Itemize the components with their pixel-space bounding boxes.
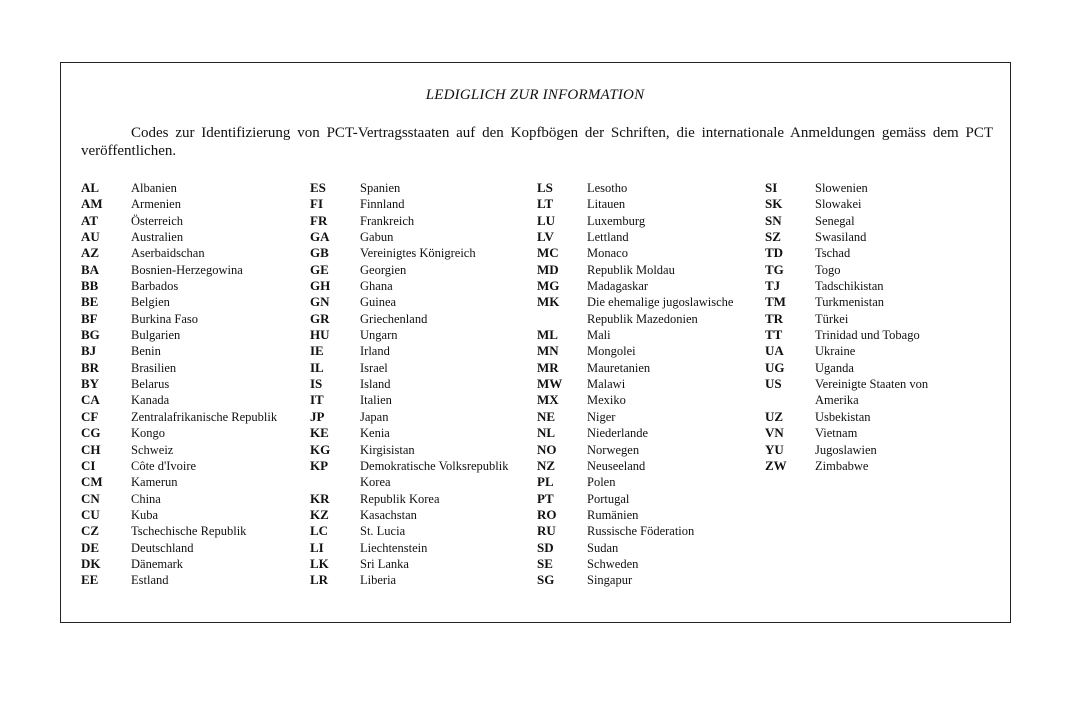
country-code: TD xyxy=(765,245,784,261)
country-name: Belgien xyxy=(131,295,170,310)
country-code-column-1 xyxy=(81,180,277,589)
country-name: Rumänien xyxy=(587,507,639,522)
country-entry xyxy=(310,262,508,278)
country-name: Niger xyxy=(587,409,616,424)
country-entry xyxy=(765,442,928,458)
country-entry xyxy=(81,474,277,490)
country-entry xyxy=(537,196,733,212)
country-code: IS xyxy=(310,376,323,392)
country-code: CZ xyxy=(81,523,100,539)
country-name: Frankreich xyxy=(360,213,415,228)
country-name: St. Lucia xyxy=(360,524,406,539)
country-entry xyxy=(765,245,928,261)
country-entry xyxy=(765,180,928,196)
country-code: LU xyxy=(537,212,556,228)
country-entry xyxy=(310,442,508,458)
country-code: BF xyxy=(81,310,98,326)
country-code: TR xyxy=(765,310,784,326)
country-name: Republik Korea xyxy=(360,491,440,506)
country-entry xyxy=(81,229,277,245)
country-name: Ukraine xyxy=(815,344,856,359)
country-entry xyxy=(537,327,733,343)
country-entry xyxy=(310,311,508,327)
country-code: CG xyxy=(81,425,101,441)
country-entry xyxy=(765,196,928,212)
country-code: SD xyxy=(537,539,554,555)
country-code: IT xyxy=(310,392,324,408)
country-name: Vereinigte Staaten von xyxy=(815,377,929,392)
country-name: Usbekistan xyxy=(815,409,871,424)
country-code: MR xyxy=(537,359,559,375)
country-code: VN xyxy=(765,425,784,441)
country-code: SE xyxy=(537,555,553,571)
country-name: Italien xyxy=(360,393,392,408)
country-code: RU xyxy=(537,523,556,539)
country-name: Republik Mazedonien xyxy=(587,311,698,326)
country-name: Norwegen xyxy=(587,442,640,457)
country-entry xyxy=(537,409,733,425)
country-code: GH xyxy=(310,278,331,294)
country-name: Ghana xyxy=(360,279,393,294)
country-code: TJ xyxy=(765,278,781,294)
country-entry xyxy=(765,229,928,245)
country-code: IE xyxy=(310,343,324,359)
country-name: Tschad xyxy=(815,246,851,261)
country-code: GR xyxy=(310,310,330,326)
country-name: Kirgisistan xyxy=(360,442,415,457)
country-name: Portugal xyxy=(587,491,630,506)
country-name: Republik Moldau xyxy=(587,262,675,277)
country-entry xyxy=(765,294,928,310)
country-entry xyxy=(81,196,277,212)
country-code: ES xyxy=(310,180,326,195)
country-name: Türkei xyxy=(815,311,849,326)
country-entry xyxy=(81,343,277,359)
country-entry xyxy=(81,278,277,294)
country-entry xyxy=(310,245,508,261)
country-entry xyxy=(310,180,508,196)
country-name: Die ehemalige jugoslawische xyxy=(587,295,734,310)
country-code: CM xyxy=(81,474,103,490)
country-code: UZ xyxy=(765,408,784,424)
country-name: Österreich xyxy=(131,213,184,228)
country-entry xyxy=(81,392,277,408)
country-entry xyxy=(81,572,277,588)
country-code: UG xyxy=(765,359,785,375)
country-entry xyxy=(537,262,733,278)
country-code: JP xyxy=(310,408,325,424)
country-name: Trinidad und Tobago xyxy=(815,328,920,343)
country-code: GA xyxy=(310,229,330,245)
country-name: Schweiz xyxy=(131,442,174,457)
country-code: BJ xyxy=(81,343,97,359)
country-entry xyxy=(81,311,277,327)
country-name: Mexiko xyxy=(587,393,626,408)
country-entry xyxy=(537,245,733,261)
country-name: Israel xyxy=(360,360,388,375)
country-entry xyxy=(81,507,277,523)
country-entry xyxy=(537,343,733,359)
country-entry xyxy=(765,278,928,294)
country-name: Côte d'Ivoire xyxy=(131,458,197,473)
country-code: FI xyxy=(310,196,323,212)
country-name: Swasiland xyxy=(815,230,867,245)
country-entry xyxy=(537,180,733,196)
country-entry xyxy=(310,278,508,294)
country-entry xyxy=(537,425,733,441)
country-name: Vereinigtes Königreich xyxy=(360,246,476,261)
country-name: Irland xyxy=(360,344,390,359)
country-entry xyxy=(765,425,928,441)
country-entry xyxy=(310,343,508,359)
country-name: Lettland xyxy=(587,230,629,245)
country-name: Kasachstan xyxy=(360,507,417,522)
country-entry xyxy=(81,245,277,261)
country-entry xyxy=(537,311,733,327)
country-entry xyxy=(81,458,277,474)
country-code: GE xyxy=(310,261,329,277)
country-code: PL xyxy=(537,474,554,490)
country-entry xyxy=(765,409,928,425)
country-code: TM xyxy=(765,294,786,310)
country-name: Belarus xyxy=(131,377,170,392)
country-code-column-4 xyxy=(765,180,928,474)
country-entry xyxy=(81,180,277,196)
country-name: Zimbabwe xyxy=(815,458,869,473)
country-name: Benin xyxy=(131,344,161,359)
country-entry xyxy=(81,425,277,441)
country-name: Korea xyxy=(360,475,391,490)
country-name: Albanien xyxy=(131,181,177,195)
country-code: SG xyxy=(537,572,555,588)
country-entry xyxy=(765,376,928,392)
country-code: LR xyxy=(310,572,329,588)
country-code: AL xyxy=(81,180,100,195)
country-name: Estland xyxy=(131,573,169,588)
country-code xyxy=(765,392,815,408)
country-code: MK xyxy=(537,294,560,310)
country-code: CU xyxy=(81,506,100,522)
country-entry xyxy=(537,294,733,310)
country-entry xyxy=(310,409,508,425)
country-entry xyxy=(310,196,508,212)
country-name: Madagaskar xyxy=(587,279,649,294)
country-name: Amerika xyxy=(815,393,859,408)
country-code: ML xyxy=(537,327,558,343)
country-entry xyxy=(310,572,508,588)
country-code: ZW xyxy=(765,457,787,473)
country-code: SZ xyxy=(765,229,781,245)
country-name: Senegal xyxy=(815,213,855,228)
country-entry xyxy=(310,523,508,539)
country-entry xyxy=(81,262,277,278)
country-name: Vietnam xyxy=(815,426,858,441)
country-name: Guinea xyxy=(360,295,397,310)
country-name: Deutschland xyxy=(131,540,194,555)
country-code: KG xyxy=(310,441,331,457)
country-code: CH xyxy=(81,441,101,457)
country-entry xyxy=(310,327,508,343)
country-code: GB xyxy=(310,245,329,261)
country-name: Turkmenistan xyxy=(815,295,884,310)
country-code: BG xyxy=(81,327,100,343)
country-code: FR xyxy=(310,212,328,228)
country-name: Japan xyxy=(360,409,389,424)
country-entry xyxy=(81,360,277,376)
country-name: Spanien xyxy=(360,181,401,195)
country-code: SI xyxy=(765,180,778,195)
country-code: CF xyxy=(81,408,99,424)
country-code: US xyxy=(765,376,782,392)
country-name: Kenia xyxy=(360,426,390,441)
country-entry xyxy=(81,376,277,392)
country-entry xyxy=(537,458,733,474)
country-name: Bulgarien xyxy=(131,328,181,343)
country-name: Tadschikistan xyxy=(815,279,884,294)
country-name: Lesotho xyxy=(587,181,628,195)
country-code: LK xyxy=(310,555,329,571)
country-code xyxy=(537,311,587,327)
country-code: AU xyxy=(81,229,100,245)
country-name: Kamerun xyxy=(131,475,178,490)
country-code: LV xyxy=(537,229,554,245)
country-name: Bosnien-Herzegowina xyxy=(131,262,243,277)
country-code: GN xyxy=(310,294,330,310)
country-name: Liberia xyxy=(360,573,397,588)
country-name: Schweden xyxy=(587,556,639,571)
country-code: MG xyxy=(537,278,560,294)
country-name: Ungarn xyxy=(360,328,398,343)
country-name: Slowakei xyxy=(815,197,862,212)
country-entry xyxy=(765,213,928,229)
country-code: TT xyxy=(765,327,783,343)
country-entry xyxy=(310,491,508,507)
country-entry xyxy=(81,327,277,343)
country-name: Dänemark xyxy=(131,556,184,571)
country-name: Zentralafrikanische Republik xyxy=(131,409,278,424)
country-code: BR xyxy=(81,359,100,375)
country-entry xyxy=(81,556,277,572)
country-code: BY xyxy=(81,376,100,392)
country-entry xyxy=(537,523,733,539)
country-name: Georgien xyxy=(360,262,407,277)
country-code: MC xyxy=(537,245,559,261)
country-entry xyxy=(310,213,508,229)
country-name: Liechtenstein xyxy=(360,540,428,555)
country-code: AT xyxy=(81,212,99,228)
country-name: Kongo xyxy=(131,426,166,441)
country-entry xyxy=(765,458,928,474)
country-code: TG xyxy=(765,261,784,277)
country-entry xyxy=(310,458,508,474)
country-entry xyxy=(537,229,733,245)
country-entry xyxy=(537,213,733,229)
country-code-column-2 xyxy=(310,180,508,589)
country-name: Kuba xyxy=(131,507,159,522)
country-code: DK xyxy=(81,555,101,571)
country-entry xyxy=(537,491,733,507)
country-code: NZ xyxy=(537,457,556,473)
country-name: Malawi xyxy=(587,377,626,392)
country-entry xyxy=(310,229,508,245)
country-name: Tschechische Republik xyxy=(131,524,247,539)
country-code: AM xyxy=(81,196,103,212)
country-entry xyxy=(537,278,733,294)
country-name: Slowenien xyxy=(815,181,868,195)
country-entry xyxy=(537,474,733,490)
country-name: Mauretanien xyxy=(587,360,651,375)
country-code: SN xyxy=(765,212,782,228)
country-code: BA xyxy=(81,261,100,277)
country-entry xyxy=(765,311,928,327)
country-code: KE xyxy=(310,425,329,441)
country-name: Neuseeland xyxy=(587,458,646,473)
country-entry xyxy=(537,442,733,458)
country-name: Niederlande xyxy=(587,426,649,441)
country-name: Griechenland xyxy=(360,311,428,326)
country-code: RO xyxy=(537,506,557,522)
country-code: EE xyxy=(81,572,99,588)
country-code: UA xyxy=(765,343,784,359)
country-entry xyxy=(310,507,508,523)
country-code: NL xyxy=(537,425,556,441)
country-code: CA xyxy=(81,392,100,408)
country-entry xyxy=(81,523,277,539)
country-code xyxy=(310,474,360,490)
country-entry xyxy=(310,540,508,556)
country-name: Demokratische Volksrepublik xyxy=(360,458,509,473)
country-entry xyxy=(537,360,733,376)
country-name: Finnland xyxy=(360,197,405,212)
country-name: Sudan xyxy=(587,540,619,555)
intro-paragraph: Codes zur Identifizierung von PCT-Vertragsstaaten auf den Kopfbögen der Schriften, die internationale Anmeldungen gemäss dem PCT veröffentlichen. xyxy=(81,125,993,159)
country-code: KP xyxy=(310,457,329,473)
country-name: Mali xyxy=(587,328,611,343)
country-name: Aserbaidschan xyxy=(131,246,205,261)
country-entry xyxy=(537,572,733,588)
country-entry xyxy=(81,540,277,556)
country-name: Russische Föderation xyxy=(587,524,695,539)
country-code: PT xyxy=(537,490,554,506)
country-code: NE xyxy=(537,408,556,424)
country-code: LI xyxy=(310,539,324,555)
country-name: Singapur xyxy=(587,573,633,588)
country-entry xyxy=(310,392,508,408)
country-code: HU xyxy=(310,327,330,343)
country-name: Brasilien xyxy=(131,360,177,375)
country-name: Kanada xyxy=(131,393,170,408)
country-code: MW xyxy=(537,376,563,392)
country-code: LT xyxy=(537,196,554,212)
country-name: Mongolei xyxy=(587,344,636,359)
country-name: Luxemburg xyxy=(587,213,646,228)
country-entry xyxy=(310,376,508,392)
country-name: Jugoslawien xyxy=(815,442,877,457)
country-entry xyxy=(81,294,277,310)
country-code: MN xyxy=(537,343,559,359)
country-code: LC xyxy=(310,523,329,539)
country-entry xyxy=(81,442,277,458)
country-entry xyxy=(81,213,277,229)
country-entry xyxy=(765,343,928,359)
country-code: DE xyxy=(81,539,100,555)
country-entry xyxy=(537,540,733,556)
country-entry xyxy=(310,360,508,376)
country-code: MX xyxy=(537,392,559,408)
country-entry xyxy=(765,392,928,408)
country-entry xyxy=(537,376,733,392)
country-entry xyxy=(310,474,508,490)
country-entry xyxy=(537,556,733,572)
country-name: Barbados xyxy=(131,279,179,294)
country-name: Armenien xyxy=(131,197,181,212)
country-code: BB xyxy=(81,278,99,294)
country-name: Polen xyxy=(587,475,616,490)
country-name: Togo xyxy=(815,262,841,277)
country-entry xyxy=(765,327,928,343)
country-code: LS xyxy=(537,180,553,195)
country-name: Monaco xyxy=(587,246,628,261)
country-code: CN xyxy=(81,490,100,506)
country-entry xyxy=(81,409,277,425)
country-code: KZ xyxy=(310,506,329,522)
country-name: Litauen xyxy=(587,197,626,212)
country-name: Sri Lanka xyxy=(360,556,409,571)
country-name: Australien xyxy=(131,230,184,245)
country-entry xyxy=(537,392,733,408)
country-entry xyxy=(310,425,508,441)
country-code: KR xyxy=(310,490,330,506)
country-entry xyxy=(765,360,928,376)
country-name: China xyxy=(131,491,161,506)
country-name: Gabun xyxy=(360,230,394,245)
country-code: IL xyxy=(310,359,324,375)
country-entry xyxy=(537,507,733,523)
country-code: MD xyxy=(537,261,559,277)
country-entry xyxy=(765,262,928,278)
country-entry xyxy=(310,294,508,310)
country-code: BE xyxy=(81,294,99,310)
country-code: AZ xyxy=(81,245,100,261)
document-title: LEDIGLICH ZUR INFORMATION xyxy=(425,87,645,103)
country-entry xyxy=(310,556,508,572)
country-code-column-3 xyxy=(537,180,733,589)
country-entry xyxy=(81,491,277,507)
country-name: Uganda xyxy=(815,360,854,375)
country-name: Burkina Faso xyxy=(131,311,199,326)
country-code: NO xyxy=(537,441,557,457)
country-code: YU xyxy=(765,441,784,457)
country-code: SK xyxy=(765,196,783,212)
country-name: Island xyxy=(360,377,391,392)
country-code: CI xyxy=(81,457,96,473)
